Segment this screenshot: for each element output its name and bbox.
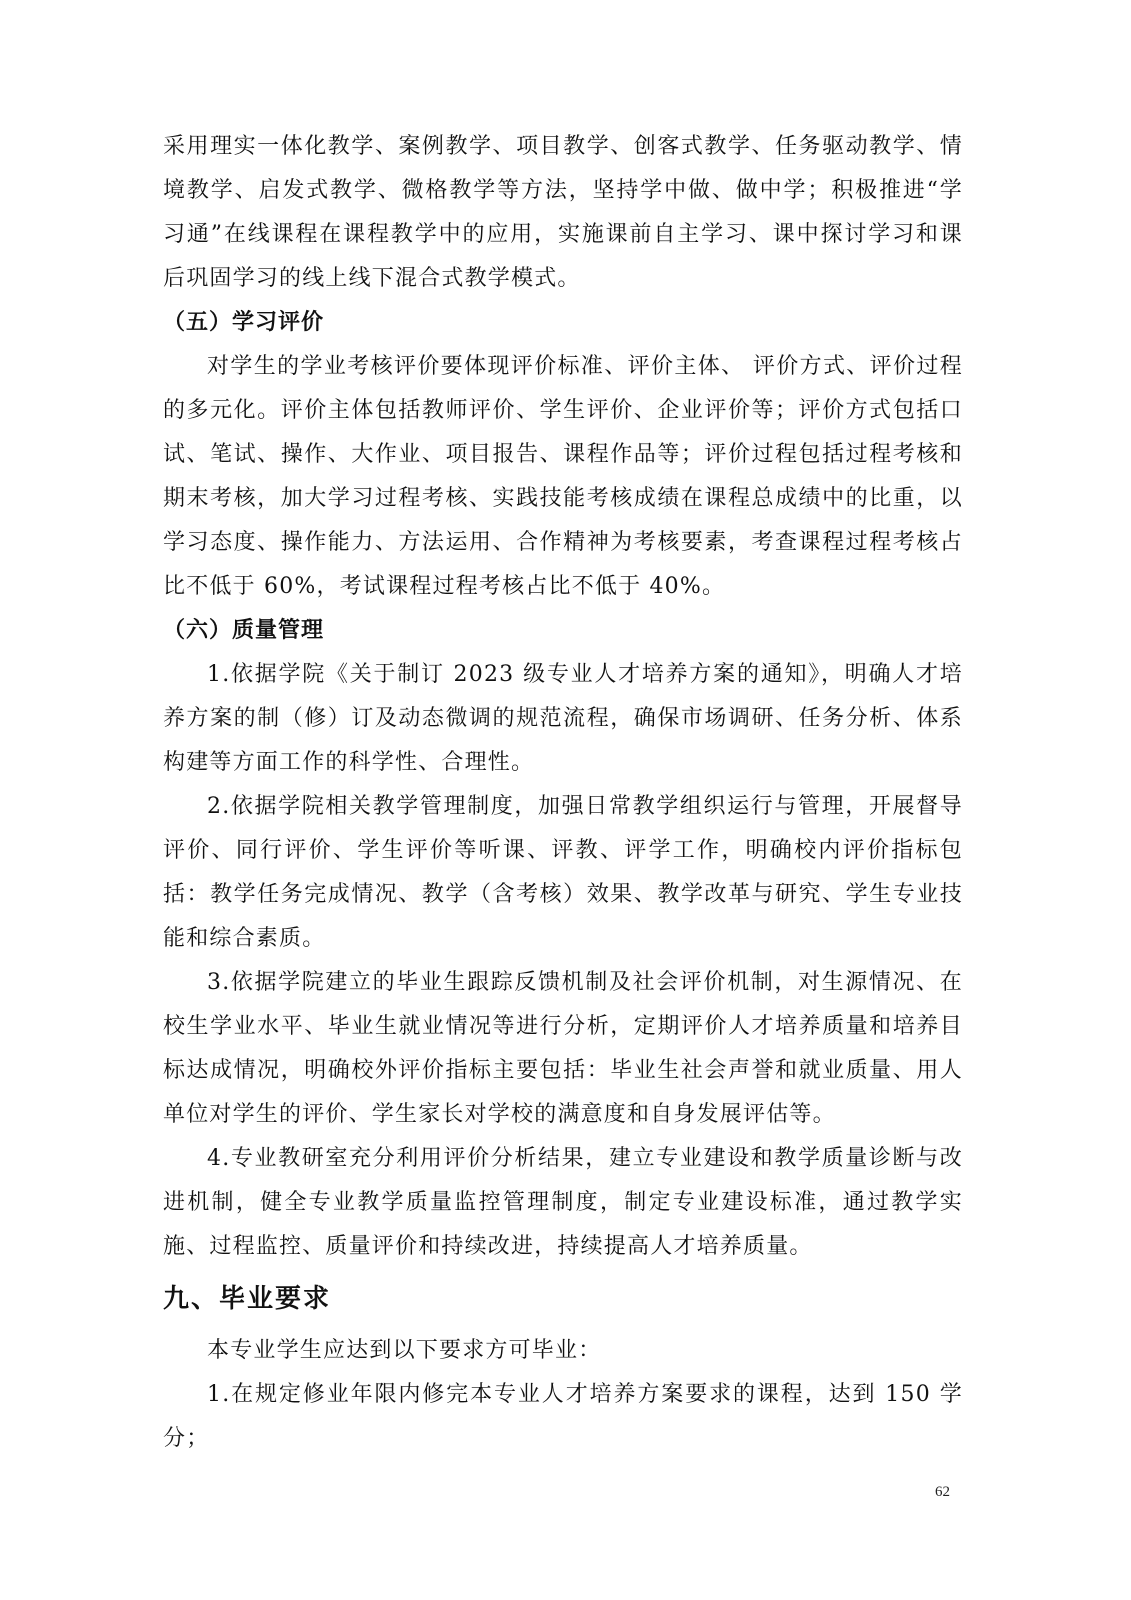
section-6-item-1: 1.依据学院《关于制订 2023 级专业人才培养方案的通知》，明确人才培养方案的制（修）订及动态微调的规范流程，确保市场调研、任务分析、体系构建等方面工作的科学性、合理性。	[163, 662, 963, 775]
section-9-intro: 本专业学生应达到以下要求方可毕业：	[207, 1338, 602, 1363]
page-number: 62	[935, 1484, 950, 1500]
intro-continuation-paragraph: 采用理实一体化教学、案例教学、项目教学、创客式教学、任务驱动教学、情境教学、启发式教学、微格教学等方法，坚持学中做、做中学；积极推进“学习通”在线课程在课程教学中的应用，实施课前自主学习、课中探讨学习和课后巩固学习的线上线下混合式教学模式。	[163, 134, 963, 291]
section-5-heading: （五）学习评价	[163, 310, 325, 335]
section-6-item-4: 4.专业教研室充分利用评价分析结果，建立专业建设和教学质量诊断与改进机制，健全专业教学质量监控管理制度，制定专业建设标准，通过教学实施、过程监控、质量评价和持续改进，持续提高人才培养质量。	[163, 1146, 963, 1259]
section-5-paragraph: 对学生的学业考核评价要体现评价标准、评价主体、 评价方式、评价过程的多元化。评价主体包括教师评价、学生评价、企业评价等；评价方式包括口试、笔试、操作、大作业、项目报告、课程作品等；评价过程包括过程考核和期末考核，加大学习过程考核、实践技能考核成绩在课程总成绩中的比重，以学习态度、操作能力、方法运用、合作精神为考核要素，考查课程过程考核占比不低于 60%，考试课程过程考核占比不低于 40%。	[163, 354, 963, 599]
section-6-item-3: 3.依据学院建立的毕业生跟踪反馈机制及社会评价机制，对生源情况、在校生学业水平、毕业生就业情况等进行分析，定期评价人才培养质量和培养目标达成情况，明确校外评价指标主要包括：毕业生社会声誉和就业质量、用人单位对学生的评价、学生家长对学校的满意度和自身发展评估等。	[163, 970, 963, 1127]
section-9-item-1: 1.在规定修业年限内修完本专业人才培养方案要求的课程，达到 150 学分；	[163, 1382, 963, 1451]
section-9-heading: 九、毕业要求	[163, 1284, 332, 1314]
section-6-heading: （六）质量管理	[163, 618, 325, 643]
section-6-item-2: 2.依据学院相关教学管理制度，加强日常教学组织运行与管理，开展督导评价、同行评价、学生评价等听课、评教、评学工作，明确校内评价指标包括：教学任务完成情况、教学（含考核）效果、教学改革与研究、学生专业技能和综合素质。	[163, 794, 963, 951]
page-content	[163, 125, 963, 1461]
